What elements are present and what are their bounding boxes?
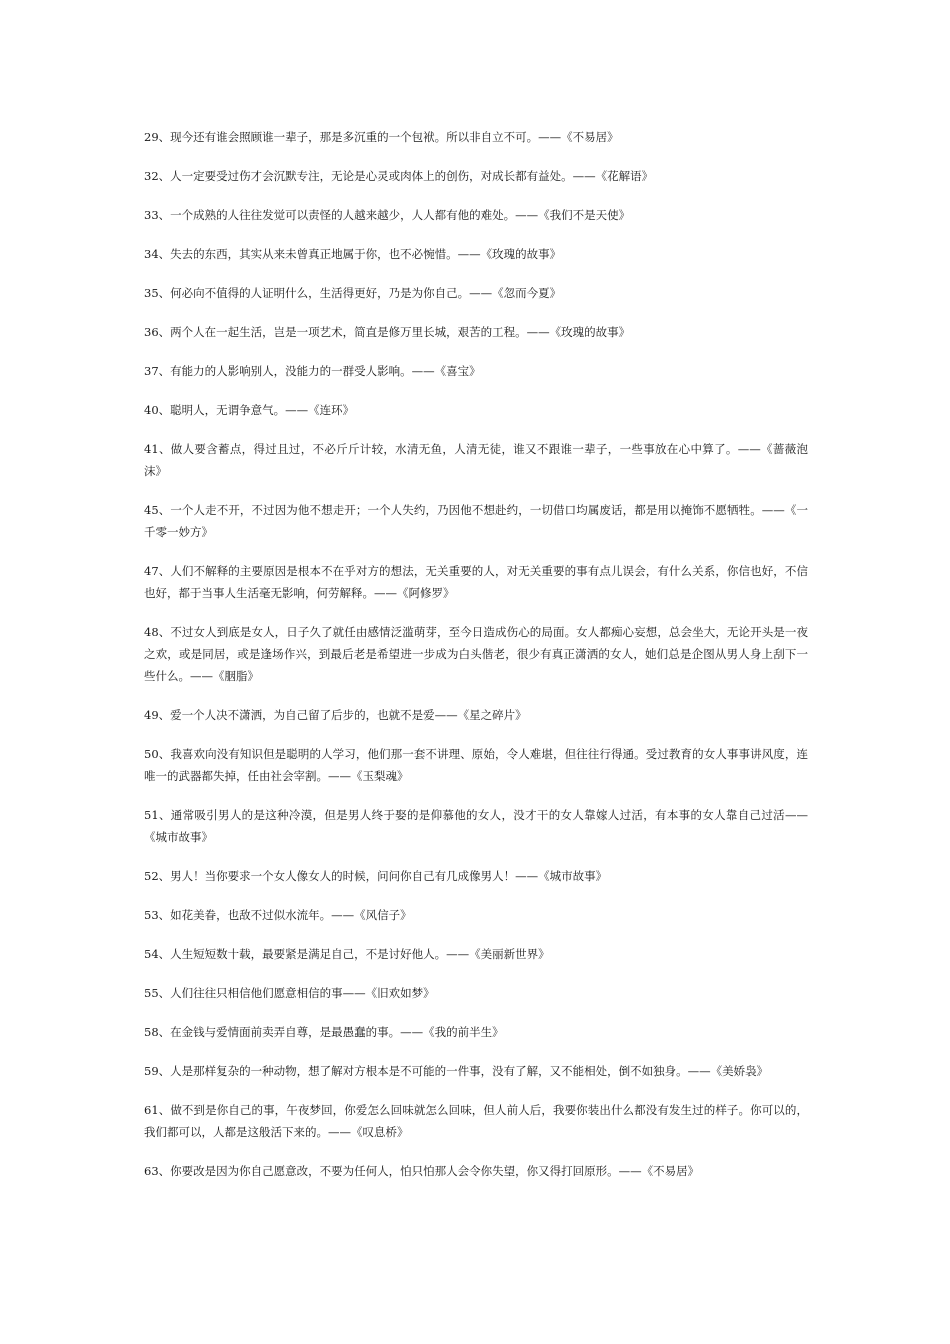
quote-36: 36、两个人在一起生活，岂是一项艺术，简直是修万里长城，艰苦的工程。——《玫瑰的故事》	[144, 325, 631, 339]
document-body	[144, 126, 808, 1199]
quote-49: 49、爱一个人决不潇洒，为自己留了后步的，也就不是爱——《星之碎片》	[144, 708, 527, 722]
quote-35: 35、何必向不值得的人证明什么，生活得更好，乃是为你自己。——《忽而今夏》	[144, 286, 562, 300]
quote-61: 61、做不到是你自己的事，午夜梦回，你爱怎么回味就怎么回味，但人前人后，我要你装出什么都没有发生过的样子。你可以的，我们都可以，人都是这般活下来的。——《叹息桥》	[144, 1103, 808, 1139]
quote-58: 58、在金钱与爱情面前卖弄自尊，是最愚蠢的事。——《我的前半生》	[144, 1025, 504, 1039]
quote-32: 32、人一定要受过伤才会沉默专注，无论是心灵或肉体上的创伤，对成长都有益处。——《花解语》	[144, 169, 654, 183]
quote-51: 51、通常吸引男人的是这种冷漠，但是男人终于娶的是仰慕他的女人，没才干的女人靠嫁人过活，有本事的女人靠自己过活——《城市故事》	[144, 808, 808, 844]
quote-41: 41、做人要含蓄点，得过且过，不必斤斤计较，水清无鱼，人清无徒，谁又不跟谁一辈子，一些事放在心中算了。——《蔷薇泡沫》	[144, 442, 808, 478]
quote-59: 59、人是那样复杂的一种动物，想了解对方根本是不可能的一件事，没有了解，又不能相处，倒不如独身。——《美娇袅》	[144, 1064, 769, 1078]
quote-37: 37、有能力的人影响别人，没能力的一群受人影响。——《喜宝》	[144, 364, 481, 378]
quote-53: 53、如花美眷，也敌不过似水流年。——《风信子》	[144, 908, 412, 922]
quote-34: 34、失去的东西，其实从来未曾真正地属于你，也不必惋惜。——《玫瑰的故事》	[144, 247, 562, 261]
quote-54: 54、人生短短数十载，最要紧是满足自己，不是讨好他人。——《美丽新世界》	[144, 947, 550, 961]
quote-50: 50、我喜欢向没有知识但是聪明的人学习，他们那一套不讲理、原始，令人难堪，但往往行得通。受过教育的女人事事讲风度，连唯一的武器都失掉，任由社会宰割。——《玉梨魂》	[144, 747, 808, 783]
quote-48: 48、不过女人到底是女人，日子久了就任由感情泛滥萌芽，至今日造成伤心的局面。女人都痴心妄想，总会坐大，无论开头是一夜之欢，或是同居，或是逢场作兴，到最后老是希望进一步成为白头偕老，很少有真正潇洒的女人，她们总是企图从男人身上刮下一些什么。——《胭脂》	[144, 625, 808, 683]
quote-52: 52、男人！当你要求一个女人像女人的时候，问问你自己有几成像男人！——《城市故事》	[144, 869, 608, 883]
quote-47: 47、人们不解释的主要原因是根本不在乎对方的想法，无关重要的人，对无关重要的事有点儿误会，有什么关系，你信也好，不信也好，都于当事人生活毫无影响，何劳解释。——《阿修罗》	[144, 564, 808, 600]
quote-45: 45、一个人走不开，不过因为他不想走开；一个人失约，乃因他不想赴约，一切借口均属废话，都是用以掩饰不愿牺牲。——《一千零一妙方》	[144, 503, 808, 539]
quote-40: 40、聪明人，无谓争意气。——《连环》	[144, 403, 355, 417]
quote-33: 33、一个成熟的人往往发觉可以责怪的人越来越少，人人都有他的难处。——《我们不是天使》	[144, 208, 631, 222]
quote-55: 55、人们往往只相信他们愿意相信的事——《旧欢如梦》	[144, 986, 435, 1000]
quote-29: 29、现今还有谁会照顾谁一辈子，那是多沉重的一个包袱。所以非自立不可。——《不易居》	[144, 130, 619, 144]
quote-63: 63、你要改是因为你自己愿意改，不要为任何人，怕只怕那人会令你失望，你又得打回原形。——《不易居》	[144, 1164, 700, 1178]
